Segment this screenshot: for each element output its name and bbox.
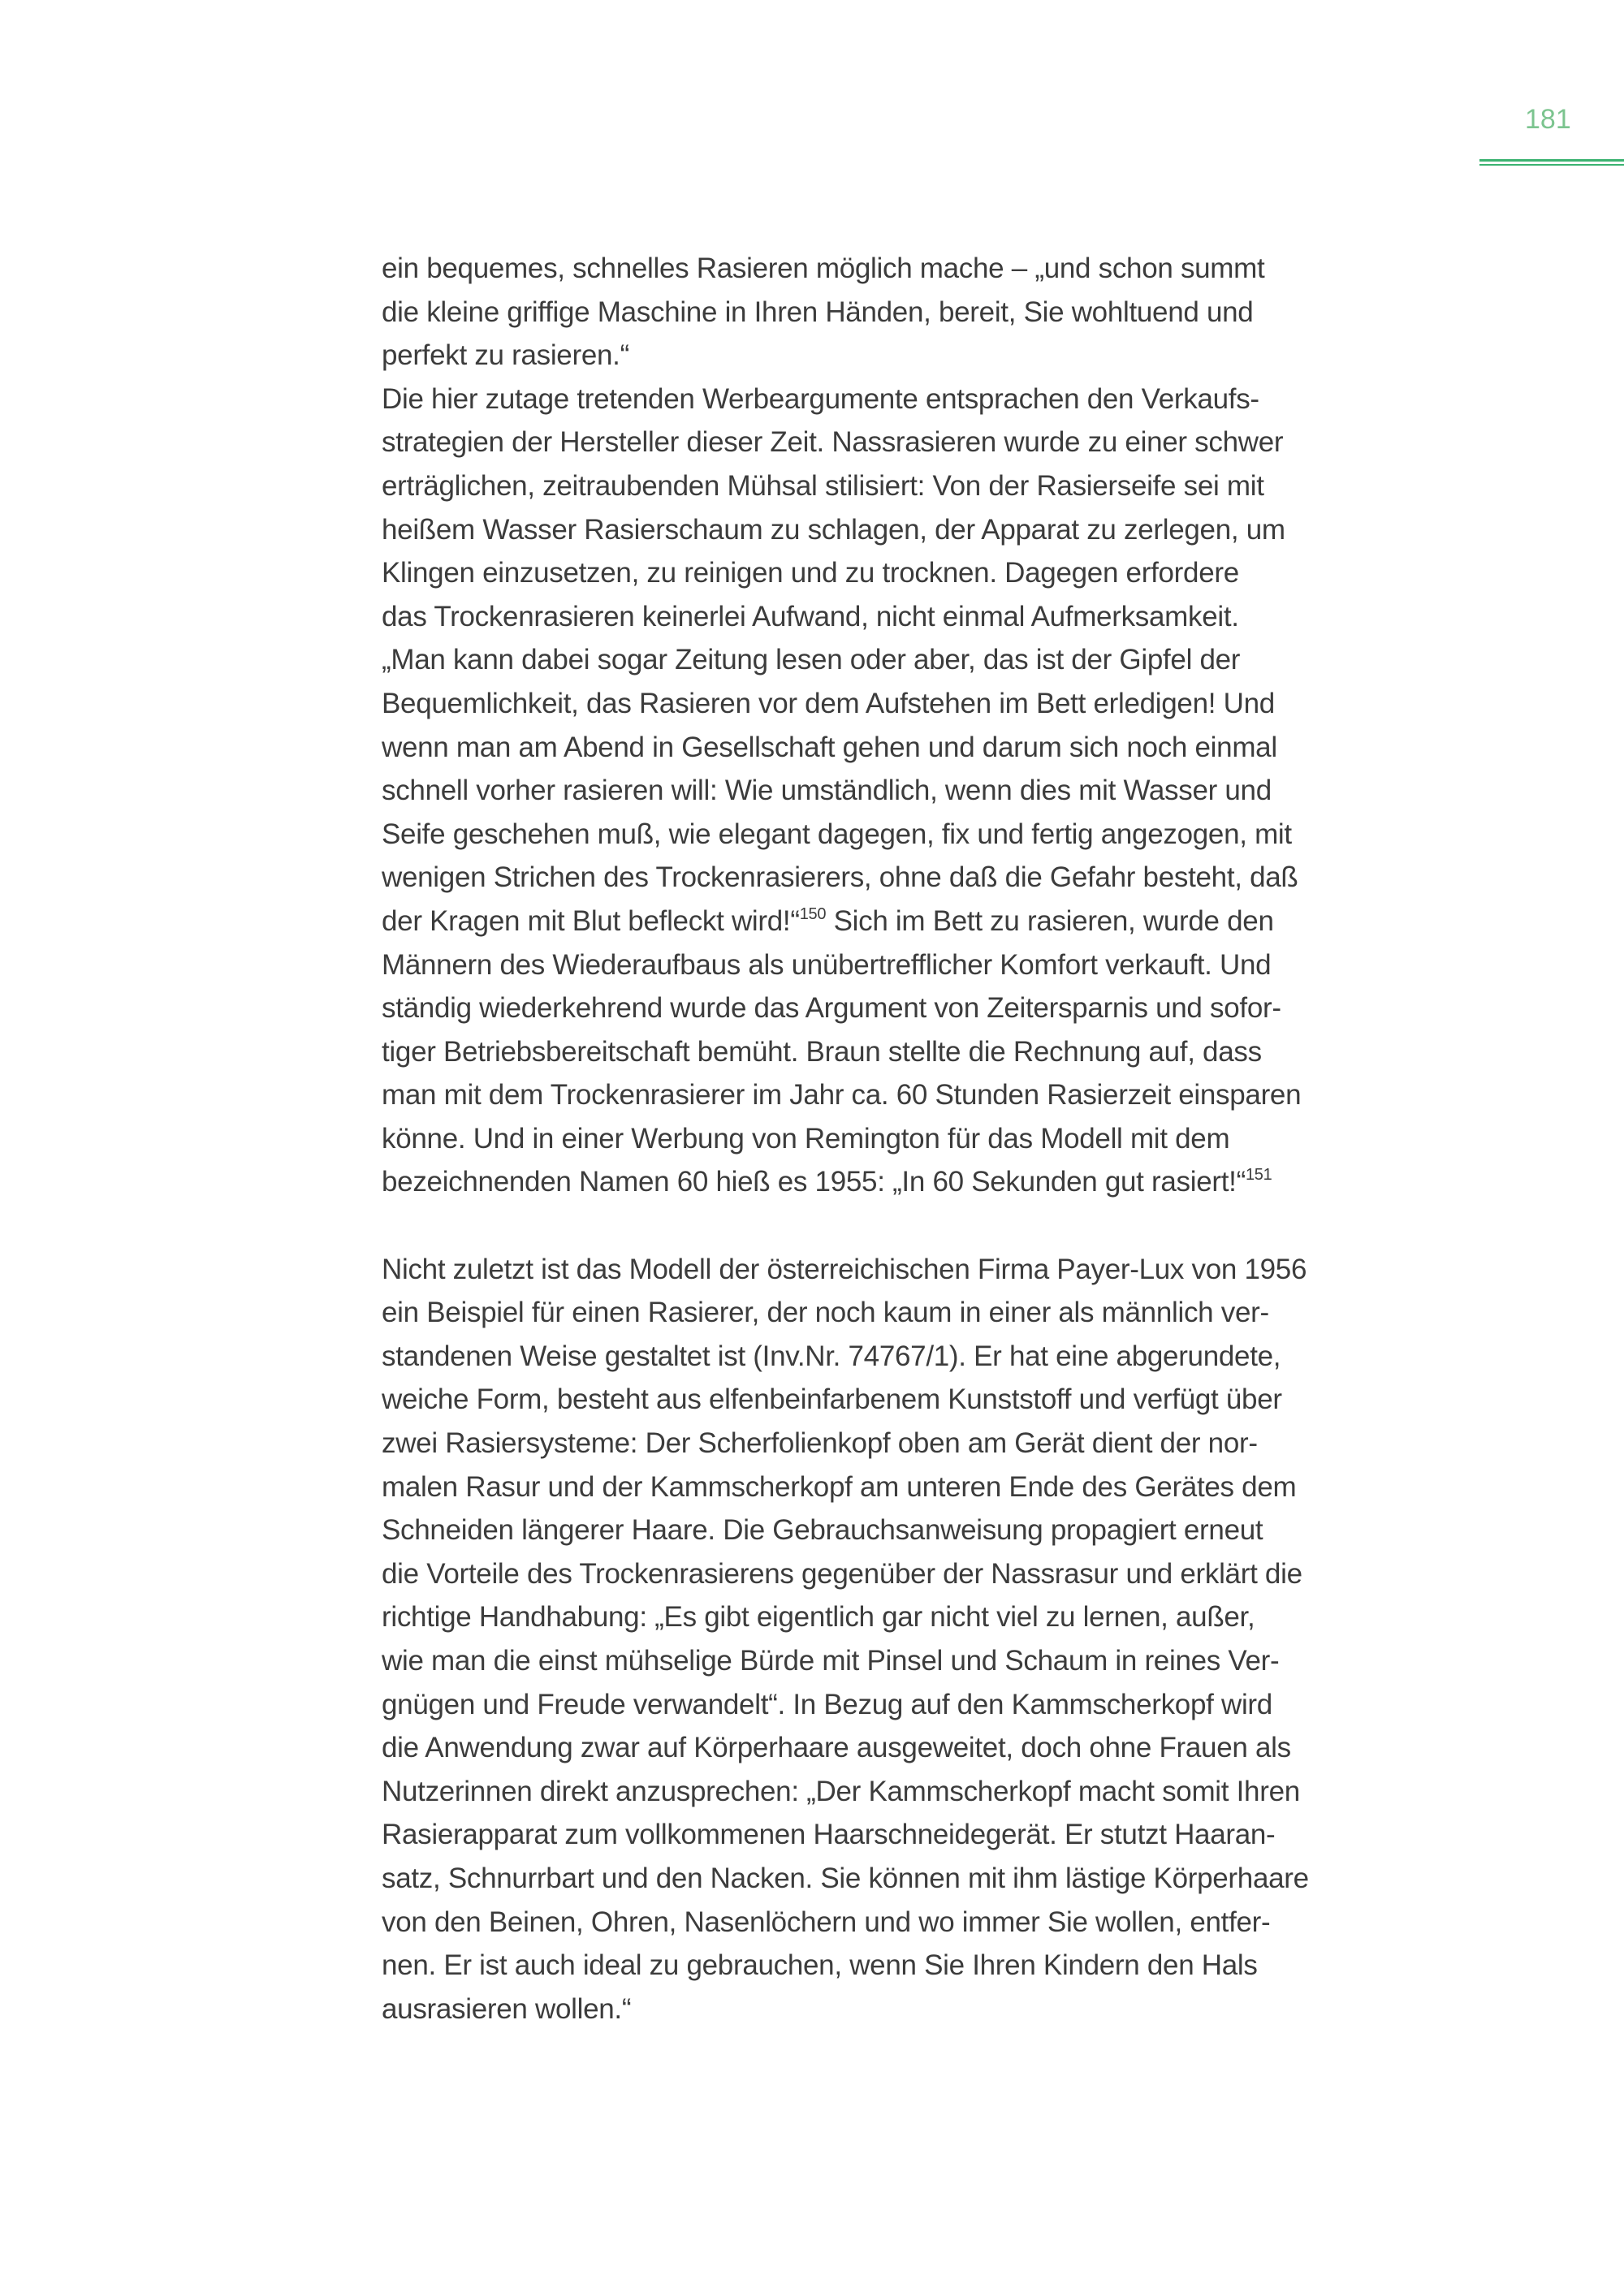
text-line [382, 1813, 1309, 1857]
line-text: Bequemlichkeit, das Rasieren vor dem Aufstehen im Bett erledigen! Und [382, 687, 1275, 719]
text-line [382, 1683, 1309, 1727]
line-text: strategien der Hersteller dieser Zeit. Nassrasieren wurde zu einer schwer [382, 426, 1284, 459]
line-text: die Vorteile des Trockenrasierens gegenüber der Nassrasur und erklärt die [382, 1557, 1302, 1590]
text-line [382, 1117, 1309, 1161]
text-line [382, 1639, 1309, 1683]
line-text: Nicht zuletzt ist das Modell der österreichischen Firma Payer-Lux von 1956 [382, 1253, 1307, 1285]
line-text: satz, Schnurrbart und den Nacken. Sie können mit ihm lästige Körperhaare [382, 1862, 1309, 1894]
line-text: Nutzerinnen direkt anzusprechen: „Der Kammscherkopf macht somit Ihren [382, 1775, 1300, 1807]
text-line [382, 1509, 1309, 1552]
footnote-ref-150: 150 [799, 904, 827, 923]
text-line [382, 856, 1309, 900]
line-text: wenn man am Abend in Gesellschaft gehen und darum sich noch einmal [382, 731, 1277, 763]
line-text: gnügen und Freude verwandelt“. In Bezug auf den Kammscherkopf wird [382, 1688, 1272, 1720]
line-text: erträglichen, zeitraubenden Mühsal stilisiert: Von der Rasierseife sei mit [382, 469, 1264, 502]
line-text: bezeichnenden Namen 60 hieß es 1955: „In 60 Sekunden gut rasiert!“ [382, 1166, 1246, 1198]
text-line [382, 291, 1309, 335]
line-text: richtige Handhabung: „Es gibt eigentlich gar nicht viel zu lernen, außer, [382, 1601, 1255, 1634]
text-line [382, 1160, 1309, 1204]
text-line [382, 1291, 1309, 1335]
text-line [382, 726, 1309, 770]
line-text: ständig wiederkehrend wurde das Argument von Zeitersparnis und sofor- [382, 992, 1281, 1025]
line-text: schnell vorher rasieren will: Wie umständlich, wenn dies mit Wasser und [382, 775, 1272, 807]
page-number: 181 [1525, 104, 1571, 135]
paragraph-gap [382, 1204, 1309, 1248]
line-text: man mit dem Trockenrasierer im Jahr ca. 60 Stunden Rasierzeit einsparen [382, 1079, 1302, 1111]
line-text: weiche Form, besteht aus elfenbeinfarbenem Kunststoff und verfügt über [382, 1383, 1282, 1416]
text-line [382, 1335, 1309, 1379]
text-line [382, 1030, 1309, 1074]
text-line [382, 986, 1309, 1030]
text-line [382, 595, 1309, 639]
line-text: könne. Und in einer Werbung von Remington für das Modell mit dem [382, 1122, 1230, 1155]
line-text: das Trockenrasieren keinerlei Aufwand, nicht einmal Aufmerksamkeit. [382, 600, 1239, 632]
text-line [382, 1726, 1309, 1770]
line-text: von den Beinen, Ohren, Nasenlöchern und wo immer Sie wollen, entfer- [382, 1906, 1271, 1938]
text-line [382, 813, 1309, 857]
line-text: standenen Weise gestaltet ist (Inv.Nr. 74767/1). Er hat eine abgerundete, [382, 1340, 1281, 1372]
text-line [382, 334, 1309, 378]
line-text: „Man kann dabei sogar Zeitung lesen oder aber, das ist der Gipfel der [382, 644, 1241, 676]
text-line [382, 769, 1309, 813]
header-rule-secondary [1479, 164, 1624, 166]
text-line [382, 421, 1309, 464]
text-line [382, 508, 1309, 552]
line-text: Schneiden längerer Haare. Die Gebrauchsanweisung propagiert erneut [382, 1514, 1263, 1547]
text-line [382, 1595, 1309, 1639]
line-text: die kleine griffige Maschine in Ihren Händen, bereit, Sie wohltuend und [382, 296, 1254, 328]
line-text: Die hier zutage tretenden Werbeargumente entsprachen den Verkaufs- [382, 382, 1259, 415]
line-text-continued: Sich im Bett zu rasieren, wurde den [826, 904, 1274, 937]
text-line [382, 1857, 1309, 1901]
text-line [382, 900, 1309, 943]
text-line [382, 247, 1309, 291]
line-text: nen. Er ist auch ideal zu gebrauchen, wenn Sie Ihren Kindern den Hals [382, 1949, 1258, 1982]
line-text: ein Beispiel für einen Rasierer, der noch kaum in einer als männlich ver- [382, 1297, 1269, 1329]
text-line [382, 682, 1309, 726]
text-line [382, 1944, 1309, 1988]
line-text: die Anwendung zwar auf Körperhaare ausgeweitet, doch ohne Frauen als [382, 1732, 1291, 1764]
paragraph-2 [382, 1248, 1309, 2031]
line-text: ausrasieren wollen.“ [382, 1992, 632, 2025]
text-line [382, 1552, 1309, 1596]
line-text: Männern des Wiederaufbaus als unübertrefflicher Komfort verkauft. Und [382, 948, 1272, 981]
line-text: wenigen Strichen des Trockenrasierers, ohne daß die Gefahr besteht, daß [382, 861, 1298, 894]
paragraph-1 [382, 247, 1309, 1204]
line-text: perfekt zu rasieren.“ [382, 339, 629, 372]
line-text: ein bequemes, schnelles Rasieren möglich mache – „und schon summt [382, 253, 1265, 284]
text-line [382, 1378, 1309, 1422]
text-line [382, 378, 1309, 421]
header-rule [1479, 159, 1624, 162]
footnote-ref-151: 151 [1245, 1166, 1272, 1185]
text-line [382, 464, 1309, 508]
text-line [382, 1465, 1309, 1509]
line-text: malen Rasur und der Kammscherkopf am unteren Ende des Gerätes dem [382, 1470, 1297, 1503]
text-line [382, 1248, 1309, 1292]
text-line [382, 1988, 1309, 2031]
text-line [382, 1422, 1309, 1465]
line-text: der Kragen mit Blut befleckt wird!“ [382, 904, 800, 937]
text-line [382, 1073, 1309, 1117]
line-text: zwei Rasiersysteme: Der Scherfolienkopf oben am Gerät dient der nor- [382, 1427, 1258, 1460]
text-line [382, 638, 1309, 682]
text-line [382, 551, 1309, 595]
line-text: wie man die einst mühselige Bürde mit Pinsel und Schaum in reines Ver- [382, 1645, 1280, 1677]
body-text [382, 247, 1309, 2031]
line-text: tiger Betriebsbereitschaft bemüht. Braun stellte die Rechnung auf, dass [382, 1035, 1262, 1068]
line-text: Klingen einzusetzen, zu reinigen und zu trocknen. Dagegen erfordere [382, 557, 1239, 589]
text-line [382, 943, 1309, 987]
line-text: Seife geschehen muß, wie elegant dagegen, fix und fertig angezogen, mit [382, 818, 1292, 850]
text-line [382, 1901, 1309, 1945]
line-text: heißem Wasser Rasierschaum zu schlagen, der Apparat zu zerlegen, um [382, 513, 1285, 546]
text-line [382, 1770, 1309, 1814]
line-text: Rasierapparat zum vollkommenen Haarschneidegerät. Er stutzt Haaran- [382, 1819, 1276, 1851]
